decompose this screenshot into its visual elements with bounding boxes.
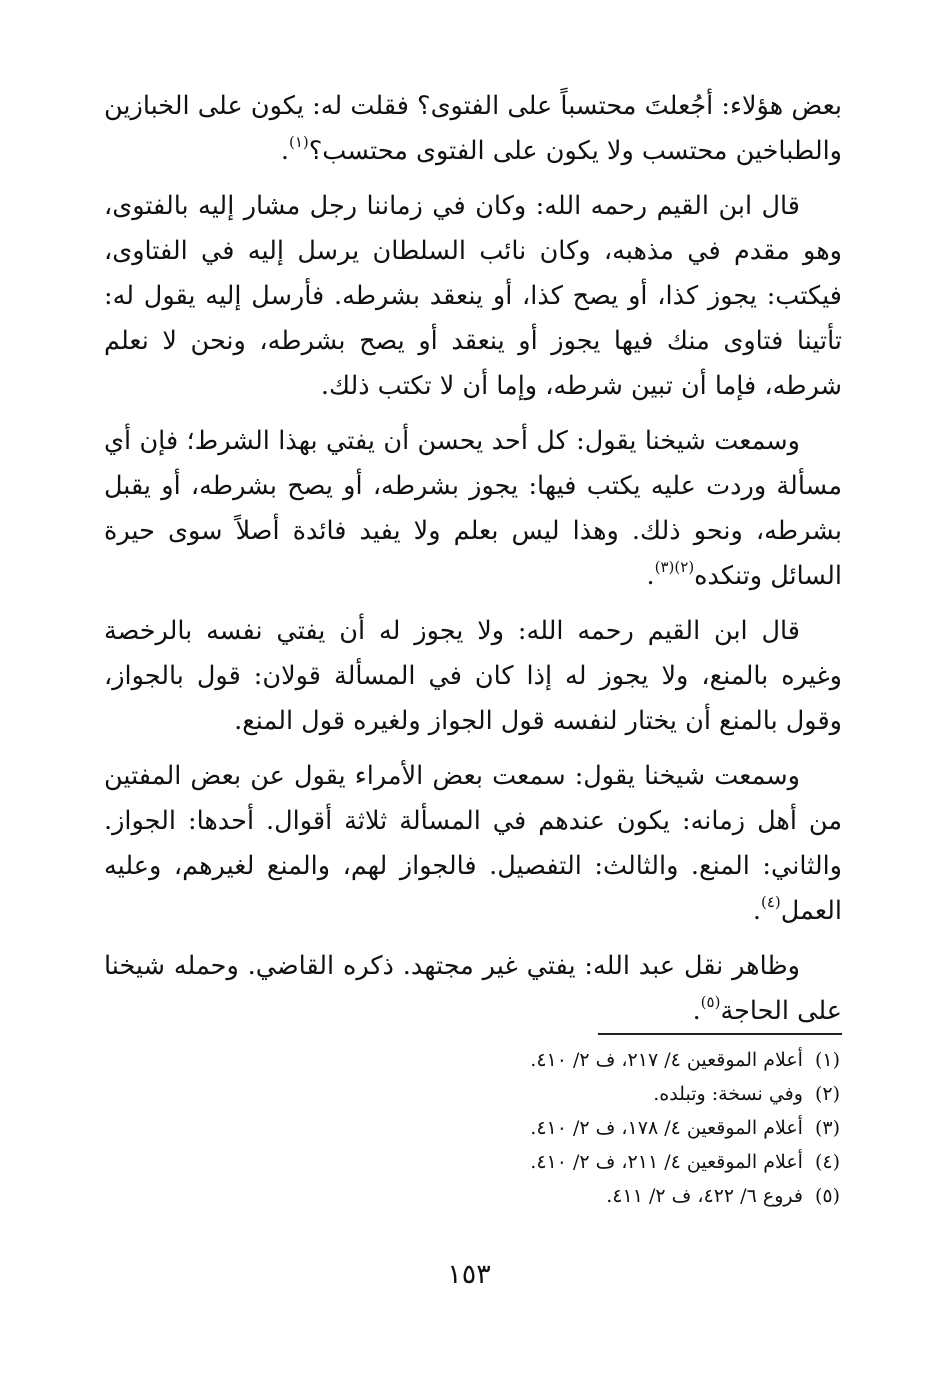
footnote-separator	[598, 1033, 842, 1035]
footnote-item	[300, 1077, 842, 1111]
footnote-number: (٥)	[814, 1185, 840, 1207]
footnote-text: فروع ٦/ ٤٢٢، ف ٢/ ٤١١.	[606, 1185, 803, 1207]
paragraph-end: .	[280, 136, 289, 166]
paragraph-text: قال ابن القيم رحمه الله: وكان في زماننا رجل مشار إليه بالفتوى، وهو مقدم في مذهبه، وكان نائب السلطان يرسل إليه في الفتاوى، فيكتب: يجوز كذا، أو يصح كذا، أو ينعقد بشرطه. فأرسل إليه يقول له: تأتينا فتاوى منك فيها يجوز أو ينعقد أو يصح بشرطه، ونحن لا نعلم شرطه، فإما أن تبين شرطه، وإما أن لا تكتب ذلك.	[104, 191, 842, 401]
paragraph-text: وسمعت شيخنا يقول: سمعت بعض الأمراء يقول عن بعض المفتين من أهل زمانه: يكون عندهم في المسألة ثلاثة أقوال. أحدها: الجواز. والثاني: المنع. والثالث: التفصيل. فالجواز لهم، والمنع لغيرهم، وعليه العمل	[104, 761, 842, 926]
footnote-ref: (٢)(٣)	[654, 558, 695, 576]
footnote-text: وفي نسخة: وتبلده.	[653, 1083, 803, 1105]
page-number: ١٥٣	[447, 1259, 491, 1290]
footnote-item	[300, 1145, 842, 1179]
footnote-item	[300, 1179, 842, 1213]
paragraph-5	[104, 754, 842, 934]
footnote-text: أعلام الموقعين ٤/ ٢١٧، ف ٢/ ٤١٠.	[530, 1049, 803, 1071]
paragraph-1	[104, 84, 842, 174]
paragraph-6	[104, 944, 842, 1034]
paragraph-4	[104, 609, 842, 744]
footnote-ref: (٤)	[761, 893, 781, 911]
footnote-item	[300, 1111, 842, 1145]
footnote-ref: (٥)	[700, 993, 721, 1011]
footnote-text: أعلام الموقعين ٤/ ٢١١، ف ٢/ ٤١٠.	[530, 1151, 803, 1173]
footnotes	[300, 1043, 842, 1213]
footnote-number: (٣)	[814, 1117, 840, 1139]
paragraph-text: قال ابن القيم رحمه الله: ولا يجوز له أن يفتي نفسه بالرخصة وغيره بالمنع، ولا يجوز له إذا كان في المسألة قولان: قول بالجواز، وقول بالمنع أن يختار لنفسه قول الجواز ولغيره قول المنع.	[104, 616, 842, 736]
paragraph-3	[104, 419, 842, 599]
footnote-number: (٤)	[814, 1151, 840, 1173]
paragraph-end: .	[692, 996, 701, 1026]
footnote-ref: (١)	[288, 133, 309, 151]
paragraph-text: بعض هؤلاء: أجُعلتَ محتسباً على الفتوى؟ فقلت له: يكون على الخبازين والطباخين محتسب ولا يكون على الفتوى محتسب؟	[104, 91, 842, 166]
footnote-item	[300, 1043, 842, 1077]
footnote-text: أعلام الموقعين ٤/ ١٧٨، ف ٢/ ٤١٠.	[530, 1117, 803, 1139]
paragraph-2	[104, 184, 842, 409]
paragraph-end: .	[752, 896, 761, 926]
footnote-number: (١)	[814, 1049, 840, 1071]
paragraph-text: وظاهر نقل عبد الله: يفتي غير مجتهد. ذكره القاضي. وحمله شيخنا على الحاجة	[104, 951, 842, 1026]
footnote-number: (٢)	[814, 1083, 840, 1105]
main-text	[104, 84, 842, 1044]
paragraph-end: .	[646, 561, 655, 591]
paragraph-text: وسمعت شيخنا يقول: كل أحد يحسن أن يفتي بهذا الشرط؛ فإن أي مسألة وردت عليه يكتب فيها: يجوز بشرطه، أو يصح بشرطه، أو يقبل بشرطه، ونحو ذلك. وهذا ليس بعلم ولا يفيد فائدة أصلاً سوى حيرة السائل وتنكده	[104, 426, 842, 591]
